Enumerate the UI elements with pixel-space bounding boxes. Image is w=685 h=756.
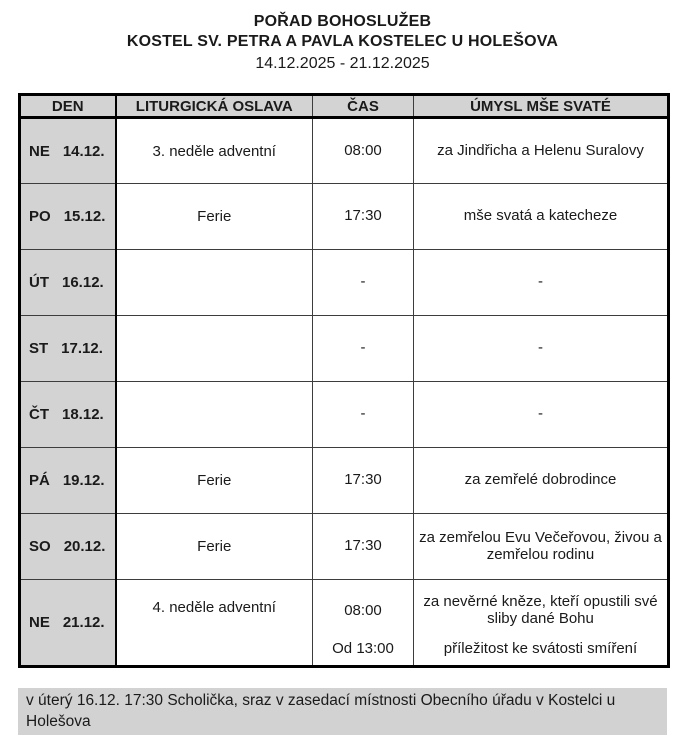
time-cell-stack — [313, 316, 413, 379]
table-row — [20, 514, 669, 580]
intention-cell-stack — [414, 316, 667, 379]
title-block — [18, 12, 667, 74]
day-cell — [20, 448, 116, 514]
day-date: 21.12. — [62, 614, 105, 631]
day-cell — [20, 580, 116, 667]
intention-cell — [414, 448, 669, 514]
footer-note: v úterý 16.12. 17:30 Scholička, sraz v zasedací místnosti Obecního úřadu v Kostelci u Holešova — [18, 688, 667, 735]
table-row — [20, 250, 669, 316]
intention-cell-stack — [414, 448, 667, 511]
celebration-cell: Ferie — [116, 514, 313, 580]
intention-cell-stack — [414, 250, 667, 313]
celebration-cell — [116, 250, 313, 316]
intention-entry: za zemřelou Evu Večeřovou, živou a zemřelou rodinu — [419, 528, 662, 563]
day-abbr: NE — [29, 614, 50, 631]
table-row — [20, 184, 669, 250]
time-cell-stack — [313, 250, 413, 313]
celebration-cell — [116, 382, 313, 448]
day-abbr: NE — [29, 142, 50, 160]
day-abbr: SO — [29, 538, 51, 555]
column-header-intention: ÚMYSL MŠE SVATÉ — [414, 95, 669, 118]
intention-entry: za Jindřicha a Helenu Suralovy — [437, 142, 644, 159]
date-range: 14.12.2025 - 21.12.2025 — [255, 55, 430, 72]
celebration-cell: 4. neděle adventní — [116, 580, 313, 667]
time-cell-stack — [313, 448, 413, 511]
table-row — [20, 448, 669, 514]
day-cell — [20, 184, 116, 250]
intention-entry: - — [538, 405, 543, 422]
time-entry: 08:00 — [344, 142, 382, 159]
day-date: 15.12. — [63, 208, 106, 225]
celebration-cell: Ferie — [116, 184, 313, 250]
day-cell — [20, 514, 116, 580]
table-header — [20, 95, 669, 118]
intention-cell — [414, 316, 669, 382]
intention-cell — [414, 382, 669, 448]
time-cell — [313, 580, 414, 667]
time-entry: 17:30 — [344, 537, 382, 554]
header-row — [20, 95, 669, 118]
intention-cell — [414, 580, 669, 667]
day-cell — [20, 382, 116, 448]
day-date: 16.12. — [62, 274, 104, 291]
celebration-cell: 3. neděle adventní — [116, 118, 313, 184]
column-header-celebration: LITURGICKÁ OSLAVA — [116, 95, 313, 118]
time-entry: Od 13:00 — [332, 640, 394, 657]
day-abbr: PO — [29, 208, 51, 225]
table-row — [20, 382, 669, 448]
table-row — [20, 118, 669, 184]
day-date: 17.12. — [61, 340, 103, 357]
day-date: 19.12. — [62, 472, 105, 489]
intention-entry: - — [538, 273, 543, 290]
intention-cell — [414, 514, 669, 580]
table-row — [20, 580, 669, 667]
time-entry: - — [360, 405, 366, 422]
time-entry: 17:30 — [344, 471, 382, 488]
time-cell-stack — [313, 184, 413, 247]
time-entry: 08:00 — [344, 601, 382, 619]
celebration-cell — [116, 316, 313, 382]
day-date: 14.12. — [62, 142, 105, 160]
intention-cell-stack — [414, 580, 667, 664]
time-entry: 17:30 — [344, 207, 382, 224]
day-cell — [20, 250, 116, 316]
day-cell — [20, 316, 116, 382]
intention-cell-stack — [414, 184, 667, 247]
intention-entry: - — [538, 339, 543, 356]
time-cell-stack — [313, 580, 413, 664]
time-cell-stack — [313, 514, 413, 577]
day-abbr: ÚT — [29, 274, 49, 291]
day-abbr: ST — [29, 340, 49, 357]
time-cell — [313, 514, 414, 580]
day-cell — [20, 118, 116, 184]
celebration-cell: Ferie — [116, 448, 313, 514]
intention-cell-stack — [414, 514, 667, 577]
intention-cell-stack — [414, 119, 667, 182]
time-cell — [313, 316, 414, 382]
column-header-day: DEN — [20, 95, 116, 118]
day-date: 20.12. — [63, 538, 106, 555]
time-entry: - — [360, 339, 366, 356]
day-abbr: ČT — [29, 406, 49, 423]
intention-entry: příležitost ke svátosti smíření — [443, 640, 638, 657]
intention-cell — [414, 118, 669, 184]
time-cell-stack — [313, 382, 413, 445]
column-header-time: ČAS — [313, 95, 414, 118]
time-cell — [313, 184, 414, 250]
church-name: KOSTEL SV. PETRA A PAVLA KOSTELEC U HOLEŠOVA — [126, 33, 559, 50]
time-entry: - — [360, 273, 366, 290]
time-cell-stack — [313, 119, 413, 182]
schedule-rows — [20, 118, 669, 667]
time-cell — [313, 382, 414, 448]
intention-cell — [414, 250, 669, 316]
time-cell — [313, 448, 414, 514]
intention-cell — [414, 184, 669, 250]
intention-entry: za zemřelé dobrodince — [464, 471, 617, 488]
day-abbr: PÁ — [29, 472, 50, 489]
table-row — [20, 316, 669, 382]
intention-entry: mše svatá a katecheze — [463, 207, 618, 224]
day-date: 18.12. — [62, 406, 104, 423]
time-cell — [313, 118, 414, 184]
intention-entry: za nevěrné kněze, kteří opustili své sliby dané Bohu — [423, 593, 658, 627]
intention-cell-stack — [414, 382, 667, 445]
page-title: POŘAD BOHOSLUŽEB — [253, 13, 432, 30]
schedule-table — [18, 93, 670, 668]
time-cell — [313, 250, 414, 316]
